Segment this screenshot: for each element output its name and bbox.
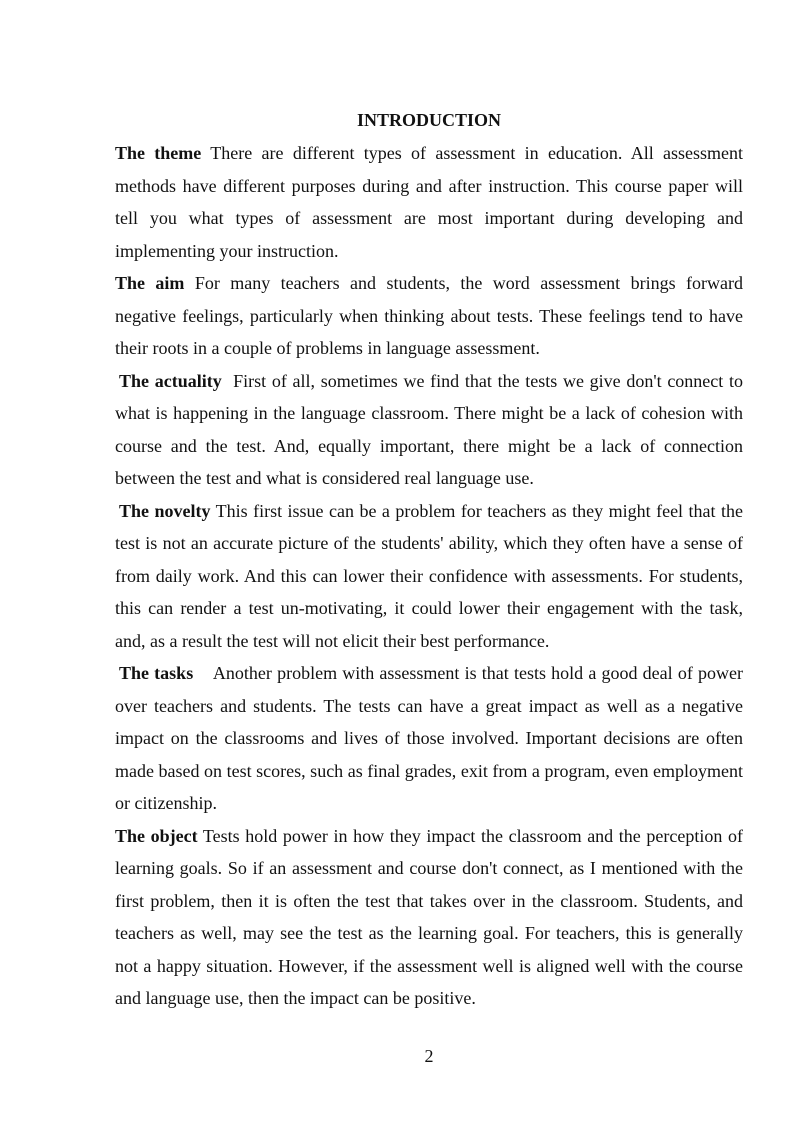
paragraph-heading: The actuality bbox=[119, 370, 222, 391]
paragraph-text: Another problem with assessment is that tests hold a good deal of power over teachers and students. The tests can have a great impact as well as a negative impact on the classrooms and lives of those involved. Important decisions are often made based on test scores, such as final grades, exit from a program, even employment or citizenship. bbox=[115, 663, 748, 813]
paragraph-heading: The aim bbox=[115, 273, 185, 293]
body-text bbox=[115, 137, 748, 1015]
paragraph-heading: The object bbox=[115, 825, 198, 846]
paragraph-text: This first issue can be a problem for teachers as they might feel that the test is not an accurate picture of the students' ability, which they often have a sense of from daily work. And this can lower their confidence with assessments. For students, this can render a test un-motivating, it could lower their engagement with the task, and, as a result the test will not elicit their best performance. bbox=[115, 500, 748, 651]
paragraph-text: Tests hold power in how they impact the classroom and the perception of learning goals. So if an assessment and course don't connect, as I mentioned with the first problem, then it is often the test that takes over in the classroom. Students, and teachers as well, may see the test as the learning goal. For teachers, this is generally not a happy situation. However, if the assessment well is aligned well with the course and language use, then the impact can be positive. bbox=[115, 825, 748, 1008]
paragraph-heading: The novelty bbox=[119, 500, 211, 521]
paragraph-object bbox=[115, 820, 748, 1015]
paragraph-heading: The theme bbox=[115, 143, 202, 163]
paragraph-novelty bbox=[115, 495, 748, 658]
paragraph-text: For many teachers and students, the word assessment brings forward negative feelings, particularly when thinking about tests. These feelings tend to have their roots in a couple of problems in language assessment. bbox=[115, 273, 748, 358]
page-number: 2 bbox=[424, 1046, 434, 1066]
paragraph-theme bbox=[115, 137, 748, 267]
paragraph-text: There are different types of assessment in education. All assessment methods have different purposes during and after instruction. This course paper will tell you what types of assessment are most important during developing and implementing your instruction. bbox=[115, 143, 748, 261]
paragraph-heading: The tasks bbox=[119, 663, 194, 683]
paragraph-actuality bbox=[115, 365, 748, 495]
paragraph-text: First of all, sometimes we find that the tests we give don't connect to what is happening in the language classroom. There might be a lack of cohesion with course and the test. And, equally important, there might be a lack of connection between the test and what is considered real language use. bbox=[115, 370, 748, 488]
paragraph-tasks bbox=[115, 657, 748, 820]
page-title: INTRODUCTION bbox=[356, 110, 502, 130]
paragraph-aim bbox=[115, 267, 748, 365]
